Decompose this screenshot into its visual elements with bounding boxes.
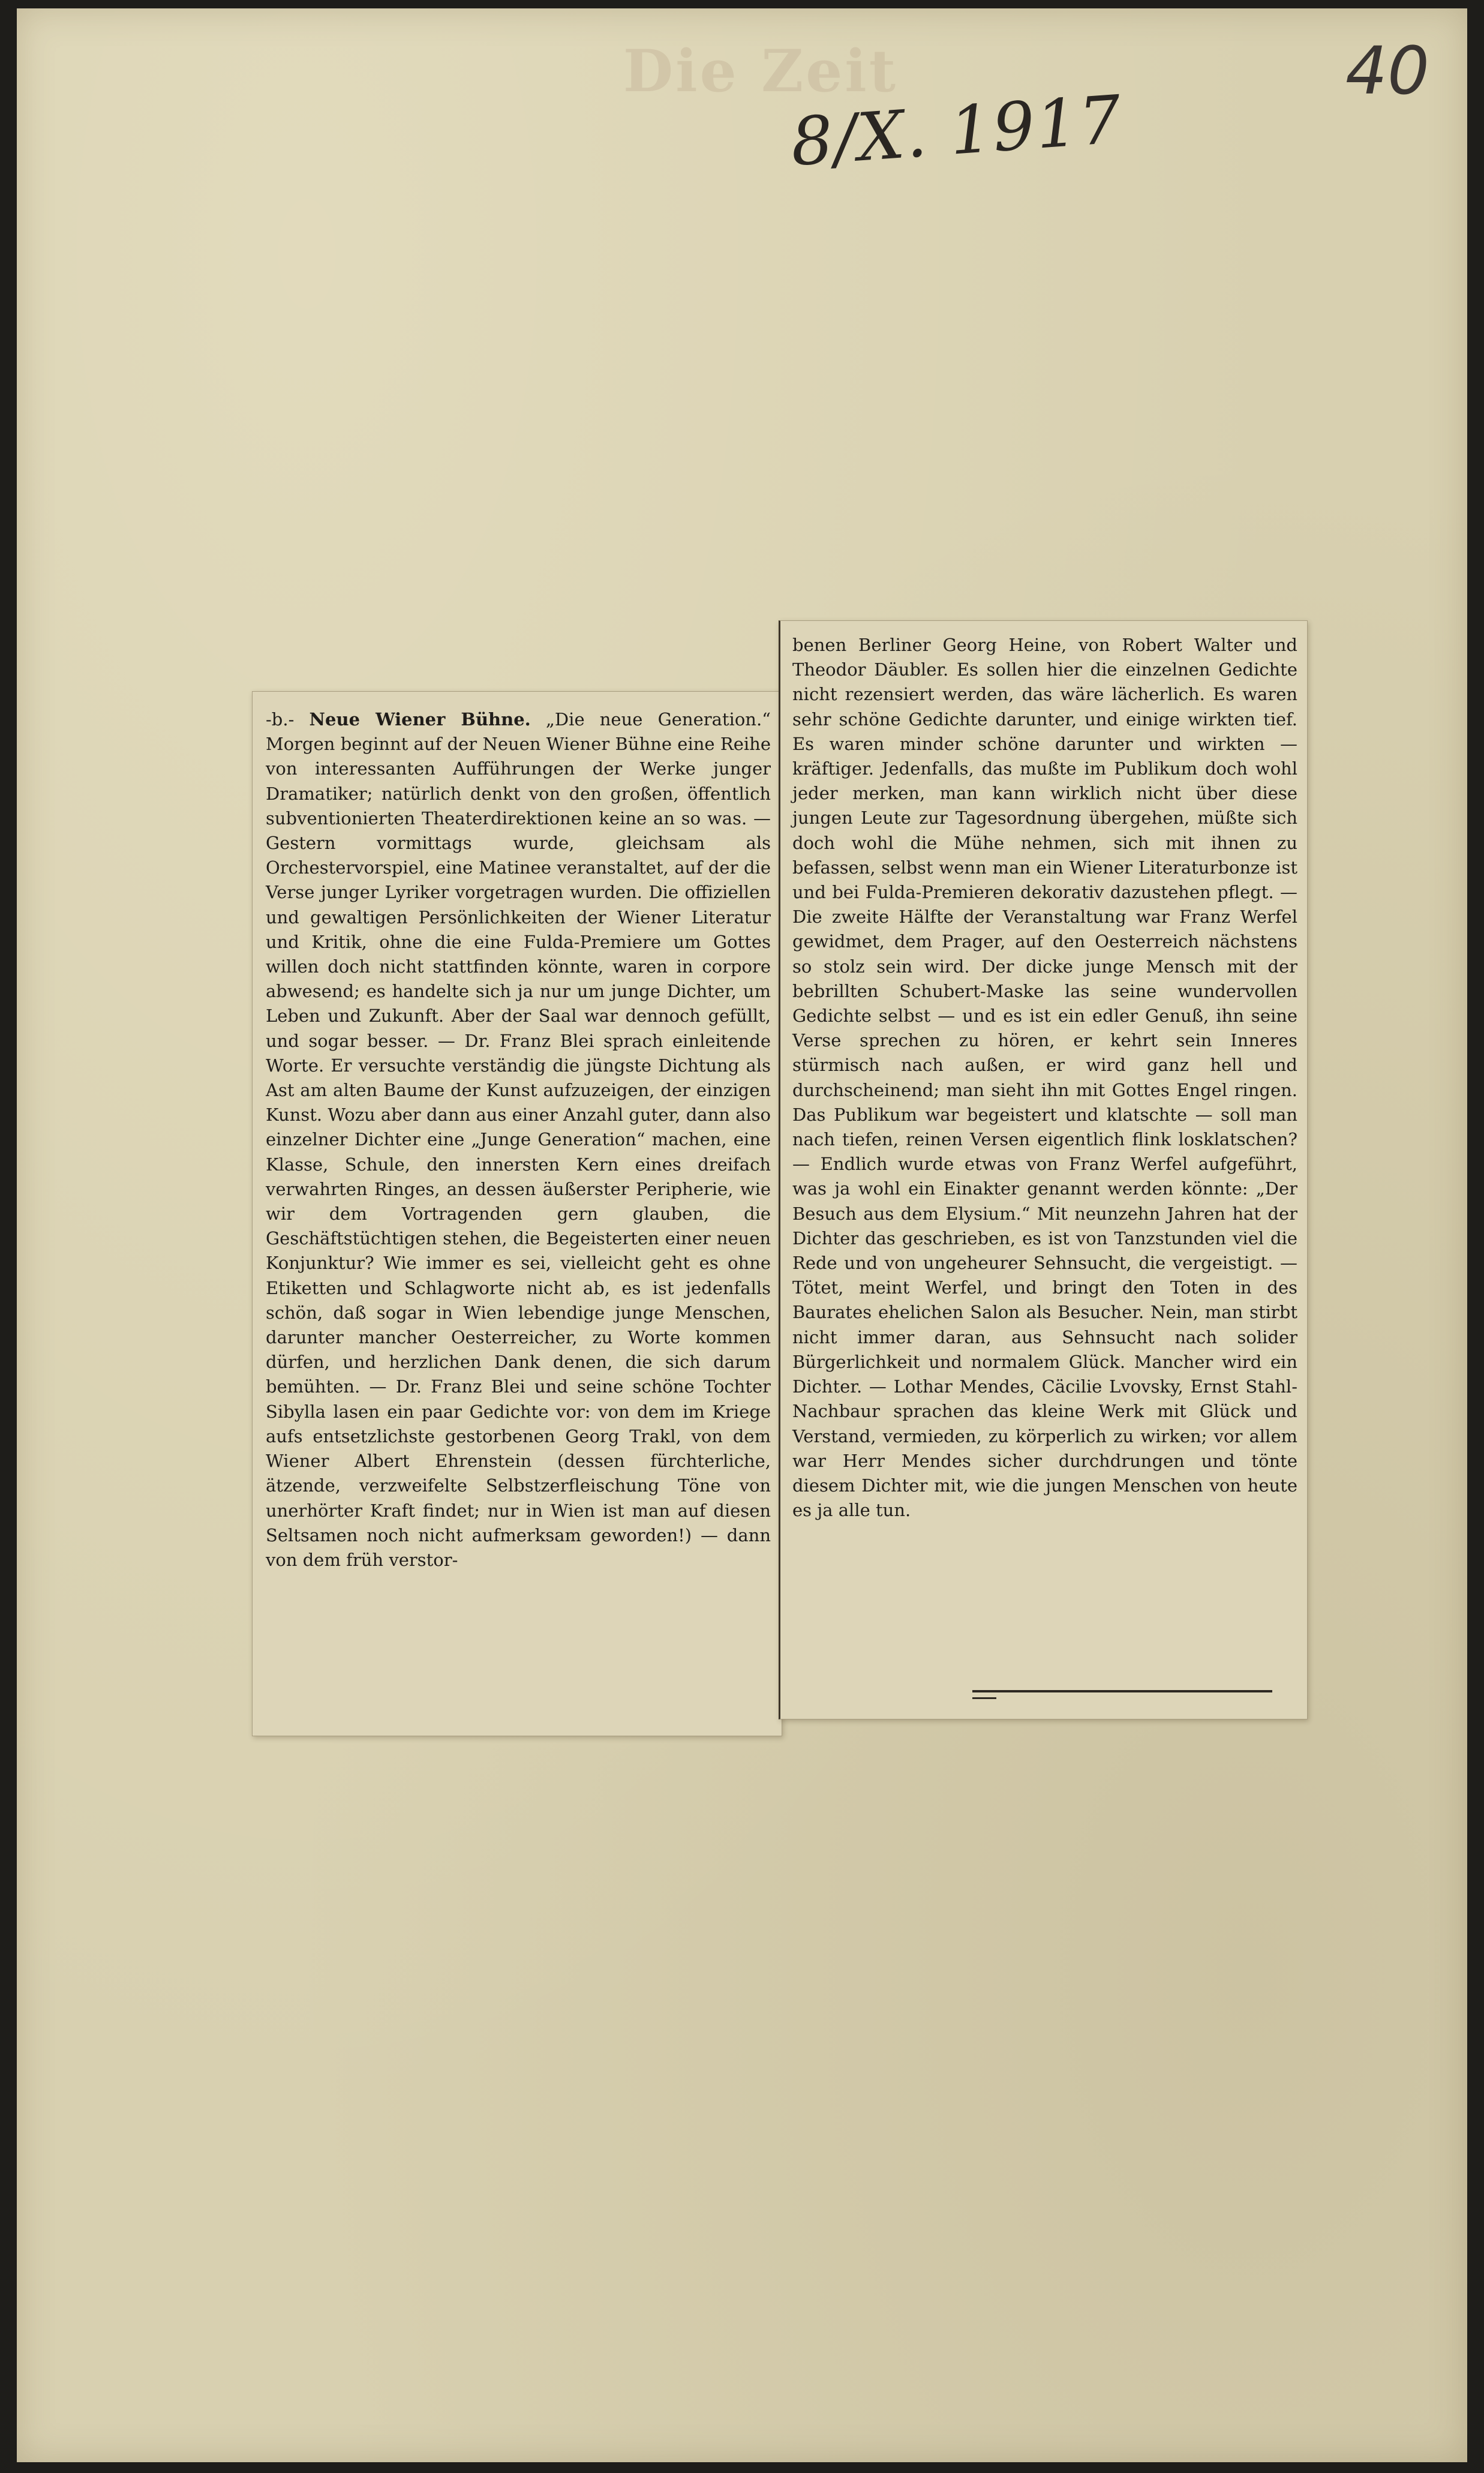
newspaper-masthead: Die Zeit — [623, 37, 899, 105]
article-paragraph-1 — [266, 707, 771, 1572]
article-text-col1: „Die neue Generation.“ Morgen beginnt auf der Neuen Wiener Bühne eine Reihe von interessanten Aufführungen der Werke junger Dramatiker; natürlich denkt von den großen, öffentlich subventionierten Theaterdirektionen keine an so was. — Gestern vormittags wurde, gleichsam als Orchestervorspiel, eine Matinee veranstaltet, auf der die Verse junger Lyriker vorgetragen wurden. Die offiziellen und gewaltigen Persönlichkeiten der Wiener Literatur und Kritik, ohne die eine Fulda-Premiere um Gottes willen doch nicht stattfinden könnte, waren in corpore abwesend; es handelte sich ja nur um junge Dichter, um Leben und Zukunft. Aber der Saal war dennoch gefüllt, und sogar besser. — Dr. Franz Blei sprach einleitende Worte. Er versuchte verständig die jüngste Dichtung als Ast am alten Baume der Kunst aufzuzeigen, der einzigen Kunst. Wozu aber dann aus einer Anzahl guter, dann also einzelner Dichter eine „Junge Generation“ machen, eine Klasse, Schule, den innersten Kern eines dreifach verwahrten Ringes, an dessen äußerster Peripherie, wie wir dem Vortragenden gern glauben, die Geschäftstüchtigen stehen, die Begeisterten einer neuen Konjunktur? Wie immer es sei, vielleicht geht es ohne Etiketten und Schlagworte nicht ab, es ist jedenfalls schön, daß sogar in Wien lebendige junge Menschen, darunter mancher Oesterreicher, zu Worte kommen dürfen, und herzlichen Dank denen, die sich darum bemühten. — Dr. Franz Blei und seine schöne Tochter Sibylla lasen ein paar Gedichte vor: von dem im Kriege aufs entsetzlichste gestorbenen Georg Trakl, von dem Wiener Albert Ehrenstein (dessen fürchterliche, ätzende, verzweifelte Selbstzerfleischung Töne von unerhörter Kraft findet; nur in Wien ist man auf diesen Seltsamen noch nicht aufmerksam geworden!) — dann von dem früh verstor- — [266, 709, 771, 1570]
handwritten-date: 8/X. 1917 — [788, 80, 1125, 181]
handwritten-page-number: 40 — [1345, 32, 1429, 109]
article-byline: -b.- — [266, 709, 295, 730]
article-text-col2: benen Berliner Georg Heine, von Robert Walter und Theodor Däubler. Es sollen hier die einzelnen Gedichte nicht rezensiert werden, das wäre lächerlich. Es waren sehr schöne Gedichte darunter, und einige wirkten tief. Es waren minder schöne darunter und wirkten — kräftiger. Jedenfalls, das mußte im Publikum doch wohl jeder merken, man kann wirklich nicht über diese jungen Leute zur Tagesordnung übergehen, müßte sich doch wohl die Mühe nehmen, sich mit ihnen zu befassen, selbst wenn man ein Wiener Literaturbonze ist und bei Fulda-Premieren dekorativ dazustehen pflegt. — Die zweite Hälfte der Veranstaltung war Franz Werfel gewidmet, dem Prager, auf den Oesterreich nächstens so stolz sein wird. Der dicke junge Mensch mit der bebrillten Schubert-Maske las seine wundervollen Gedichte selbst — und es ist ein edler Genuß, ihn seine Verse sprechen zu hören, er kehrt sein Inneres stürmisch nach außen, er wird ganz hell und durchscheinend; man sieht ihn mit Gottes Engel ringen. Das Publikum war begeistert und klatschte — soll man nach tiefen, reinen Versen eigentlich flink losklatschen? — Endlich wurde etwas von Franz Werfel aufgeführt, was ja wohl ein Einakter genannt werden könnte: „Der Besuch aus dem Elysium.“ Mit neunzehn Jahren hat der Dichter das geschrieben, es ist von Tanzstunden viel die Rede und von ungeheurer Sehnsucht, die vergeistigt. — Tötet, meint Werfel, und bringt den Toten in des Baurates ehelichen Salon als Besucher. Nein, man stirbt nicht immer daran, aus Sehnsucht nach solider Bürgerlichkeit und normalem Glück. Mancher wird ein Dichter. — Lothar Mendes, Cäcilie Lvovsky, Ernst Stahl-Nachbaur sprachen das kleine Werk mit Glück und Verstand, vermieden, zu körperlich zu wirken; vor allem war Herr Mendes sicher durchdrungen und tönte diesem Dichter mit, wie die jungen Menschen von heute es ja alle tun. — [792, 635, 1297, 1521]
article-column-2 — [792, 633, 1297, 1523]
clipping-column-left — [252, 691, 782, 1736]
article-heading: Neue Wiener Bühne. — [309, 709, 531, 730]
end-of-article-rule — [972, 1690, 1272, 1692]
archive-sheet — [17, 8, 1467, 2462]
clipping-column-right — [779, 620, 1308, 1719]
article-column-1 — [266, 707, 771, 1572]
